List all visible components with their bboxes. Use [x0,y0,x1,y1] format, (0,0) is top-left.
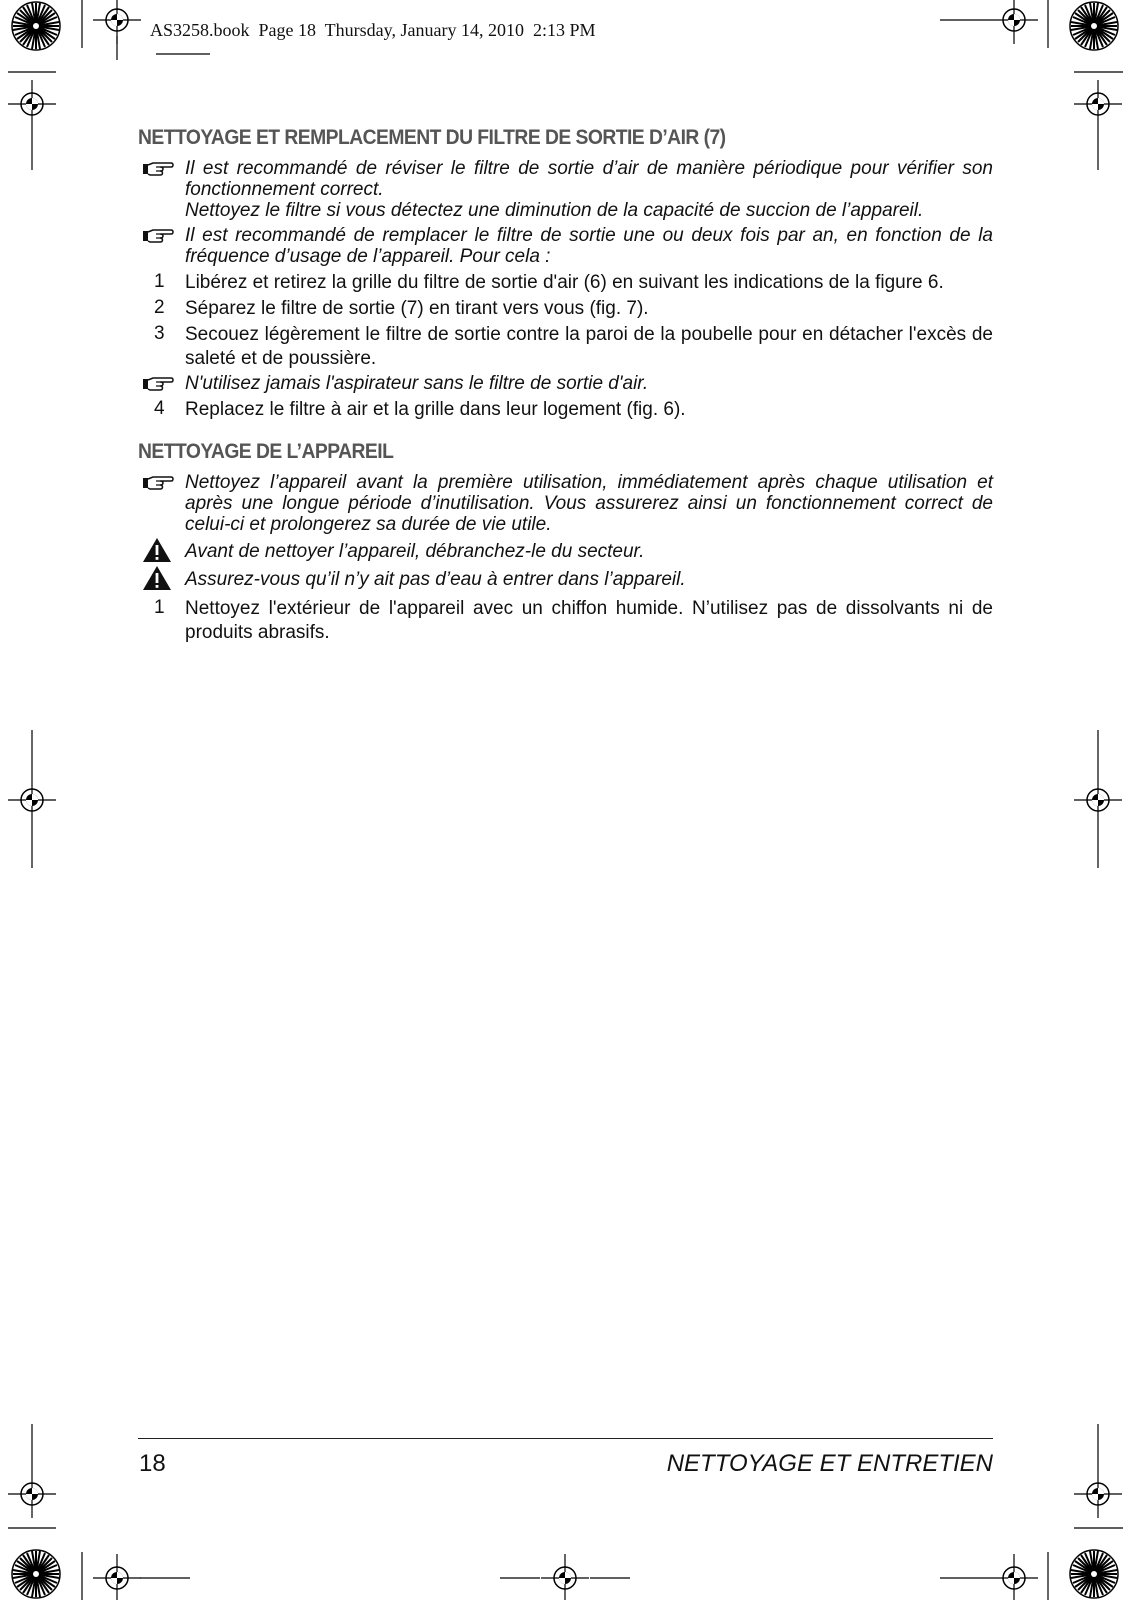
item-text [185,569,993,590]
footer-section-name: NETTOYAGE ET ENTRETIEN [666,1450,993,1477]
item-paragraph: Nettoyez le filtre si vous détectez une diminution de la capacité de succion de l’appareil. [185,200,924,221]
item-text [185,398,993,422]
item-paragraph: Replacez le filtre à air et la grille dans leur logement (fig. 6). [185,399,686,420]
section-heading-filter: NETTOYAGE ET REMPLACEMENT DU FILTRE DE SORTIE D’AIR (7) [138,126,726,149]
item-paragraph: Secouez légèrement le filtre de sortie contre la paroi de la poubelle pour en détacher l'excès de saleté et de poussière. [185,324,993,369]
item-text [185,373,993,394]
info-note [138,158,993,221]
pointing-hand-icon [138,472,185,492]
item-paragraph: Assurez-vous qu’il n’y ait pas d’eau à entrer dans l’appareil. [185,569,686,590]
item-text [185,297,993,321]
warning-triangle-icon [138,569,185,591]
warning-triangle-icon [138,541,185,563]
document-body [138,126,993,647]
info-note [138,472,993,535]
section-heading-appliance: NETTOYAGE DE L’APPAREIL [138,440,394,463]
footer-rule [138,1438,993,1439]
pointing-hand-icon [138,373,185,393]
pointing-hand-icon [138,225,185,245]
warning-note [138,541,993,563]
item-paragraph: Il est recommandé de remplacer le filtre de sortie une ou deux fois par an, en fonction de la fréquence d’usage de l’appareil. Pour cela : [185,225,993,267]
item-paragraph: Nettoyez l’appareil avant la première utilisation, immédiatement après chaque utilisation et après une longue période d’inutilisation. Vous assurerez ainsi un fonctionnement correct de celui-ci et prolongerez sa durée de vie utile. [185,472,993,535]
item-text [185,472,993,535]
step-number: 3 [154,323,165,344]
item-text [185,323,993,371]
item-paragraph: Nettoyez l'extérieur de l'appareil avec un chiffon humide. N’utilisez pas de dissolvants ni de produits abrasifs. [185,598,993,643]
item-paragraph: Avant de nettoyer l’appareil, débranchez-le du secteur. [185,541,645,562]
info-note [138,373,993,394]
item-text [185,597,993,645]
step-number: 2 [154,297,165,318]
step-number: 1 [154,597,165,618]
item-paragraph: Libérez et retirez la grille du filtre de sortie d'air (6) en suivant les indications de la figure 6. [185,272,944,293]
item-text [185,225,993,267]
item-paragraph: Séparez le filtre de sortie (7) en tirant vers vous (fig. 7). [185,298,649,319]
item-paragraph: Il est recommandé de réviser le filtre de sortie d’air de manière périodique pour vérifier son fonctionnement correct. [185,158,993,200]
numbered-step [138,323,993,371]
page-number: 18 [139,1450,166,1477]
numbered-step [138,297,993,321]
print-slug: AS3258.book Page 18 Thursday, January 14, 2010 2:13 PM [150,20,596,40]
item-text [185,541,993,562]
warning-note [138,569,993,591]
numbered-step [138,271,993,295]
pointing-hand-icon [138,158,185,178]
item-text [185,271,993,295]
section-items-filter [138,158,993,422]
step-number: 4 [154,398,165,419]
section-items-appliance [138,472,993,645]
step-number: 1 [154,271,165,292]
info-note [138,225,993,267]
item-paragraph: N'utilisez jamais l'aspirateur sans le filtre de sortie d'air. [185,373,649,394]
numbered-step [138,597,993,645]
numbered-step [138,398,993,422]
item-text [185,158,993,221]
